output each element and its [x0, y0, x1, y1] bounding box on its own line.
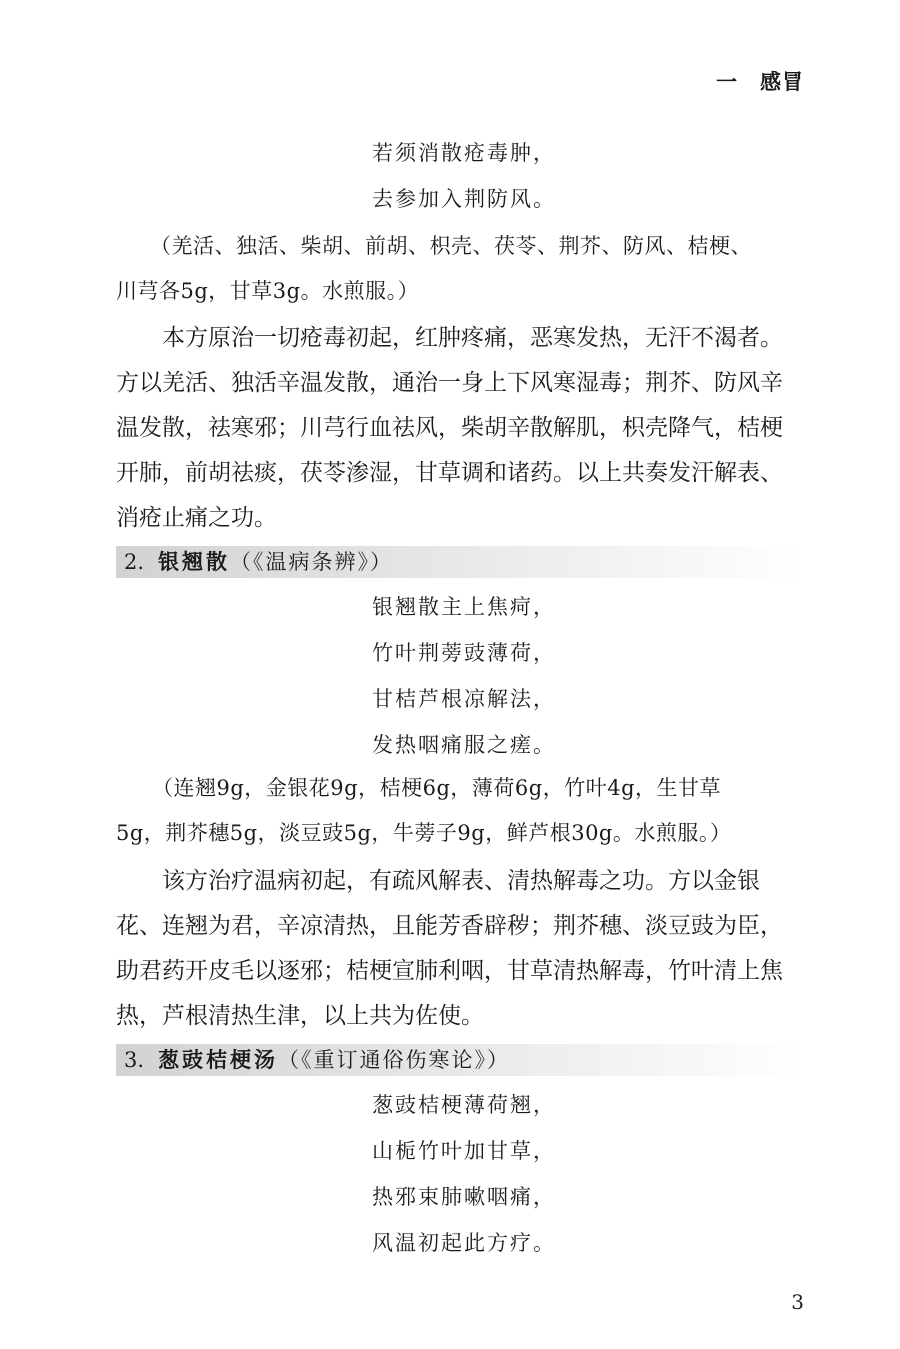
- paragraph-line: 助君药开皮毛以逐邪；桔梗宣肺利咽，甘草清热解毒，竹叶清上焦: [116, 958, 783, 984]
- formula-source: （《重订通俗伤寒论》）: [278, 1048, 511, 1072]
- formula-name: 银翘散: [158, 549, 231, 574]
- section-number: 3.: [124, 1048, 145, 1072]
- section-heading-3: [116, 1044, 806, 1076]
- verse-block-1: [372, 130, 556, 222]
- formula-line: （羌活、独活、柴胡、前胡、枳壳、茯苓、荆芥、防风、桔梗、: [150, 234, 752, 258]
- verse-line: 风温初起此方疗。: [372, 1231, 556, 1255]
- formula-line: 5g，荆芥穗5g，淡豆豉5g，牛蒡子9g，鲜芦根30g。水煎服。）: [116, 821, 732, 845]
- paragraph-line: 方以羌活、独活辛温发散，通治一身上下风寒湿毒；荆芥、防风辛: [116, 370, 783, 396]
- formula-ingredients-1: [150, 224, 806, 269]
- paragraph-line: 开肺，前胡祛痰，茯苓渗湿，甘草调和诸药。以上共奏发汗解表、: [116, 460, 783, 486]
- paragraph-line: 消疮止痛之功。: [116, 505, 277, 531]
- verse-line: 银翘散主上焦疴，: [372, 595, 556, 619]
- page-number: 3: [791, 1290, 804, 1314]
- chapter-title: 感冒: [760, 70, 804, 94]
- paragraph-line: 该方治疗温病初起，有疏风解表、清热解毒之功。方以金银: [116, 868, 760, 894]
- section-number: 2.: [124, 550, 145, 574]
- chapter-number: 一: [716, 70, 738, 94]
- formula-source: （《温病条辨》）: [230, 550, 394, 574]
- running-header: [716, 66, 804, 96]
- verse-line: 若须消散疮毒肿，: [372, 141, 556, 165]
- verse-line: 发热咽痛服之瘥。: [372, 733, 556, 757]
- verse-line: 去参加入荆防风。: [372, 187, 556, 211]
- verse-block-2: [372, 584, 556, 768]
- verse-line: 竹叶荆蒡豉薄荷，: [372, 641, 556, 665]
- verse-line: 葱豉桔梗薄荷翘，: [372, 1093, 556, 1117]
- explanation-paragraph-1: [116, 316, 806, 541]
- explanation-paragraph-2: [116, 859, 806, 1039]
- formula-name: 葱豉桔梗汤: [158, 1047, 279, 1072]
- formula-line: 川芎各5g，甘草3g。水煎服。）: [116, 279, 420, 303]
- formula-ingredients-2b: [116, 811, 806, 856]
- verse-line: 热邪束肺嗽咽痛，: [372, 1185, 556, 1209]
- paragraph-line: 温发散，祛寒邪；川芎行血祛风，柴胡辛散解肌，枳壳降气，桔梗: [116, 415, 783, 441]
- verse-block-3: [372, 1082, 556, 1266]
- formula-line: （连翘9g，金银花9g，桔梗6g，薄荷6g，竹叶4g，生甘草: [152, 776, 722, 800]
- verse-line: 山栀竹叶加甘草，: [372, 1139, 556, 1163]
- formula-ingredients-1b: [116, 269, 806, 314]
- paragraph-line: 热，芦根清热生津，以上共为佐使。: [116, 1003, 484, 1029]
- formula-ingredients-2: [152, 766, 806, 811]
- section-heading-2: [116, 546, 806, 578]
- paragraph-line: 本方原治一切疮毒初起，红肿疼痛，恶寒发热，无汗不渴者。: [116, 325, 783, 351]
- paragraph-line: 花、连翘为君，辛凉清热，且能芳香辟秽；荆芥穗、淡豆豉为臣，: [116, 913, 783, 939]
- verse-line: 甘桔芦根凉解法，: [372, 687, 556, 711]
